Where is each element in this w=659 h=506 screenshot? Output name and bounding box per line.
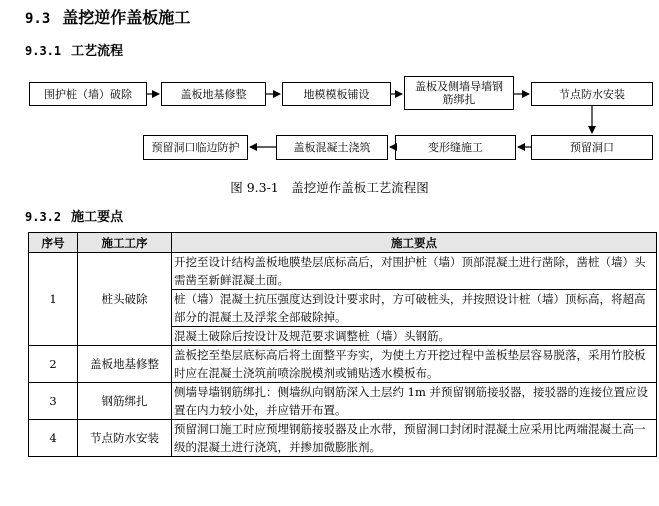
row-point: 混凝土破除后按设计及规范要求调整桩（墙）头钢筋。 [172, 327, 657, 346]
flow-step-ground-formwork: 地模模板铺设 [282, 82, 391, 106]
row-no: 3 [29, 383, 78, 420]
row-step: 节点防水安装 [78, 420, 172, 457]
figure-caption: 图 9.3-1 盖挖逆作盖板工艺流程图 [230, 180, 429, 195]
row-step: 桩头破除 [78, 253, 172, 346]
section-title: 盖挖逆作盖板施工 [62, 8, 191, 27]
table-row [29, 253, 657, 290]
flow-step-reserved-opening: 预留洞口 [531, 135, 653, 160]
construction-points-table [28, 232, 657, 457]
section-number: 9.3 [25, 11, 51, 27]
table-row [29, 420, 657, 457]
header-no: 序号 [29, 233, 78, 253]
flow-step-edge-protection: 预留洞口临边防护 [143, 135, 248, 160]
table-row [29, 346, 657, 383]
row-no: 1 [29, 253, 78, 346]
row-point: 开挖至设计结构盖板地膜垫层底标高后，对围护桩（墙）顶部混凝土进行凿除，凿桩（墙）头需凿至新鲜混凝土面。 [172, 253, 657, 290]
subsection-title: 工艺流程 [71, 44, 124, 59]
flow-step-joint: 变形缝施工 [395, 135, 516, 160]
subsection-heading-points [25, 206, 123, 225]
flow-step-slab-pour: 盖板混凝土浇筑 [276, 135, 388, 160]
subsection-number: 9.3.1 [25, 44, 62, 58]
row-step: 盖板地基修整 [78, 346, 172, 383]
header-step: 施工工序 [78, 233, 172, 253]
row-point: 预留洞口施工时应预埋钢筋接驳器及止水带，预留洞口封闭时混凝土应采用比两端混凝土高一级的混凝土进行浇筑，并掺加微膨胀剂。 [172, 420, 657, 457]
table-header-row [29, 233, 657, 253]
row-step: 钢筋绑扎 [78, 383, 172, 420]
flow-step-foundation-trim: 盖板地基修整 [161, 82, 266, 106]
row-point: 盖板挖至垫层底标高后将土面整平夯实，为使土方开挖过程中盖板垫层容易脱落，采用竹胶板时应在混凝土浇筑前喷涂脱模剂或铺贴透水模板布。 [172, 346, 657, 383]
header-points: 施工要点 [172, 233, 657, 253]
row-point: 桩（墙）混凝土抗压强度达到设计要求时，方可破桩头，并按照设计桩（墙）顶标高，将超高部分的混凝土及浮浆全部破除掉。 [172, 290, 657, 327]
subsection-title: 施工要点 [71, 210, 124, 225]
flow-step-pile-removal: 围护桩（墙）破除 [29, 82, 147, 106]
flow-step-waterproof: 节点防水安装 [531, 82, 653, 106]
row-no: 4 [29, 420, 78, 457]
table-row [29, 383, 657, 420]
subsection-number: 9.3.2 [25, 210, 62, 224]
row-point: 侧墙导墙钢筋绑扎：侧墙纵向钢筋深入土层约 1m 并预留钢筋接驳器，接驳器的连接位置应设置在内力较小处，并应错开布置。 [172, 383, 657, 420]
flow-step-rebar-binding: 盖板及侧墙导墙钢筋绑扎 [404, 76, 514, 110]
row-no: 2 [29, 346, 78, 383]
